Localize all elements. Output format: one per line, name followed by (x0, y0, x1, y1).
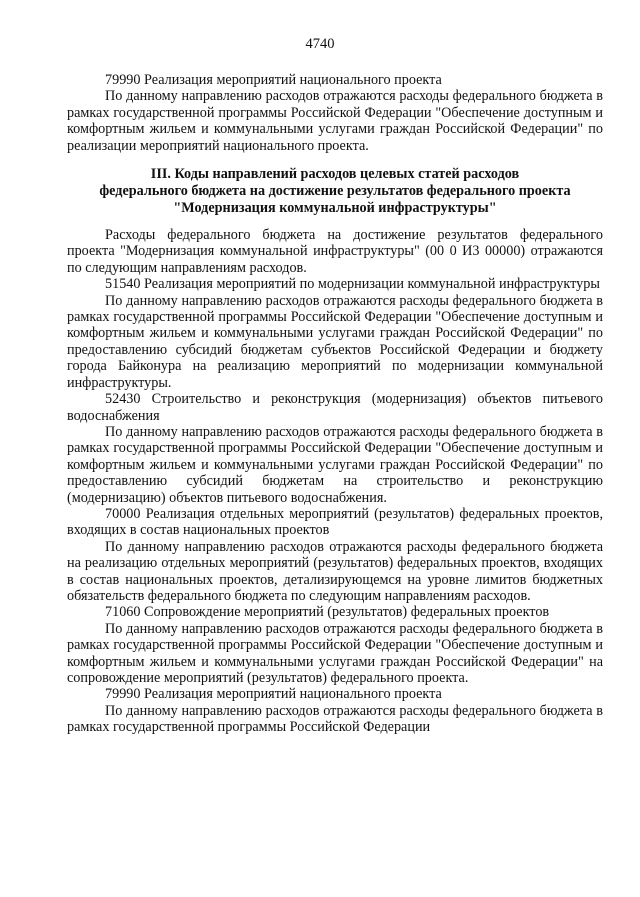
section-heading-line: "Модернизация коммунальной инфраструктуры" (173, 200, 497, 217)
expense-code-line: 51540 Реализация мероприятий по модернизации коммунальной инфраструктуры (105, 276, 600, 293)
paragraph: По данному направлению расходов отражаются расходы федерального бюджета в рамках государственной программы Российской Федерации "Обеспечение доступным и комфортным жильем и коммунальными услугами граждан Российской Федерации" по реализации мероприятий национального проекта. (67, 88, 603, 154)
expense-code-line: 71060 Сопровождение мероприятий (результатов) федеральных проектов (105, 604, 550, 621)
section-heading (67, 166, 603, 217)
expense-code-line: 70000 Реализация отдельных мероприятий (результатов) федеральных проектов, входящих в состав национальных проектов (67, 505, 603, 539)
expense-code-line: 79990 Реализация мероприятий национального проекта (105, 72, 442, 88)
paragraph: По данному направлению расходов отражаются расходы федерального бюджета в рамках государственной программы Российской Федерации "Обеспечение доступным и комфортным жильем и коммунальными услугами граждан Российской Федерации" на сопровождение мероприятий (результатов) федерального проекта. (67, 620, 603, 686)
paragraph: Расходы федерального бюджета на достижение результатов федерального проекта "Модернизация коммунальной инфраструктуры" (00 0 И3 00000) отражаются по следующим направлениям расходов. (67, 227, 603, 276)
expense-code-line: 52430 Строительство и реконструкция (модернизация) объектов питьевого водоснабжения (67, 391, 603, 424)
paragraph: По данному направлению расходов отражаются расходы федерального бюджета на реализацию отдельных мероприятий (результатов) федеральных проектов, входящих в состав национальных проектов, детализирующемся на уровне лимитов бюджетных обязательств федерального бюджета по следующим направлениям расходов. (67, 538, 603, 604)
section-heading-line: III. Коды направлений расходов целевых статей расходов (150, 166, 520, 183)
page-number: 4740 (305, 36, 335, 52)
paragraph: По данному направлению расходов отражаются расходы федерального бюджета в рамках государственной программы Российской Федерации (67, 702, 603, 736)
expense-code-line: 79990 Реализация мероприятий национального проекта (105, 686, 442, 703)
document-body (67, 72, 603, 736)
paragraph: По данному направлению расходов отражаются расходы федерального бюджета в рамках государственной программы Российской Федерации "Обеспечение доступным и комфортным жильем и коммунальными услугами граждан Российской Федерации" по предоставлению субсидий бюджетам субъектов Российской Федерации и бюджету города Байконура на реализацию мероприятий по модернизации коммунальной инфраструктуры. (67, 292, 603, 391)
paragraph: По данному направлению расходов отражаются расходы федерального бюджета в рамках государственной программы Российской Федерации "Обеспечение доступным и комфортным жильем и коммунальными услугами граждан Российской Федерации" по предоставлению субсидий бюджетам на строительство и реконструкцию (модернизацию) объектов питьевого водоснабжения. (67, 423, 603, 506)
section-heading-line: федерального бюджета на достижение результатов федерального проекта (99, 183, 571, 200)
